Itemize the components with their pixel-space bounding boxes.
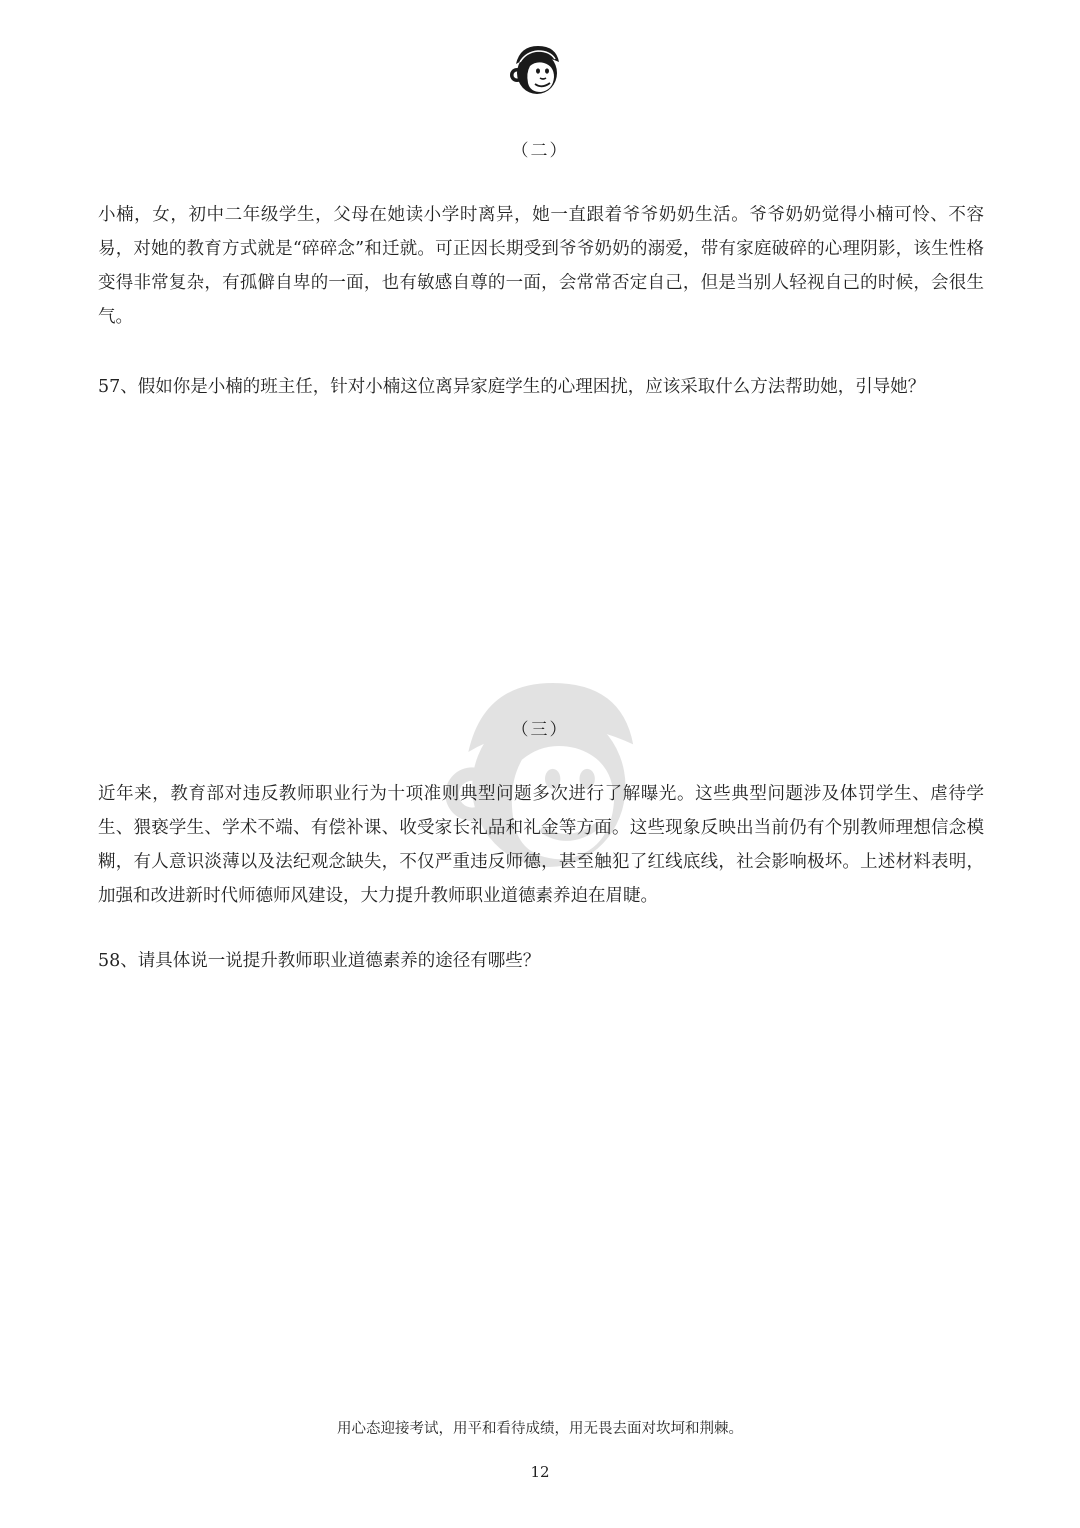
section-heading-3: （三） bbox=[511, 720, 569, 740]
section-heading-2: （二） bbox=[511, 141, 569, 161]
case-paragraph-3: 近年来，教育部对违反教师职业行为十项准则典型问题多次进行了解曝光。这些典型问题涉及体罚学生、虐待学生、猥亵学生、学术不端、有偿补课、收受家长礼品和礼金等方面。这些现象反映出当前仍有个别教师理想信念模糊，有人意识淡薄以及法纪观念缺失，不仅严重违反师德，甚至触犯了红线底线，社会影响极坏。上述材料表明，加强和改进新时代师德师风建设，大力提升教师职业道德素养迫在眉睫。 bbox=[98, 784, 984, 906]
page-number: 12 bbox=[530, 1463, 550, 1481]
mascot-logo-icon bbox=[506, 40, 566, 100]
question-57: 57、假如你是小楠的班主任，针对小楠这位离异家庭学生的心理困扰，应该采取什么方法帮助她，引导她？ bbox=[98, 377, 926, 397]
question-58: 58、请具体说一说提升教师职业道德素养的途径有哪些？ bbox=[98, 951, 541, 971]
footer-motto: 用心态迎接考试，用平和看待成绩，用无畏去面对坎坷和荆棘。 bbox=[337, 1421, 743, 1437]
case-paragraph-2: 小楠，女，初中二年级学生，父母在她读小学时离异，她一直跟着爷爷奶奶生活。爷爷奶奶觉得小楠可怜、不容易，对她的教育方式就是“碎碎念”和迁就。可正因长期受到爷爷奶奶的溺爱，带有家庭破碎的心理阴影，该生性格变得非常复杂，有孤僻自卑的一面，也有敏感自尊的一面，会常常否定自己，但是当别人轻视自己的时候，会很生气。 bbox=[98, 205, 984, 327]
